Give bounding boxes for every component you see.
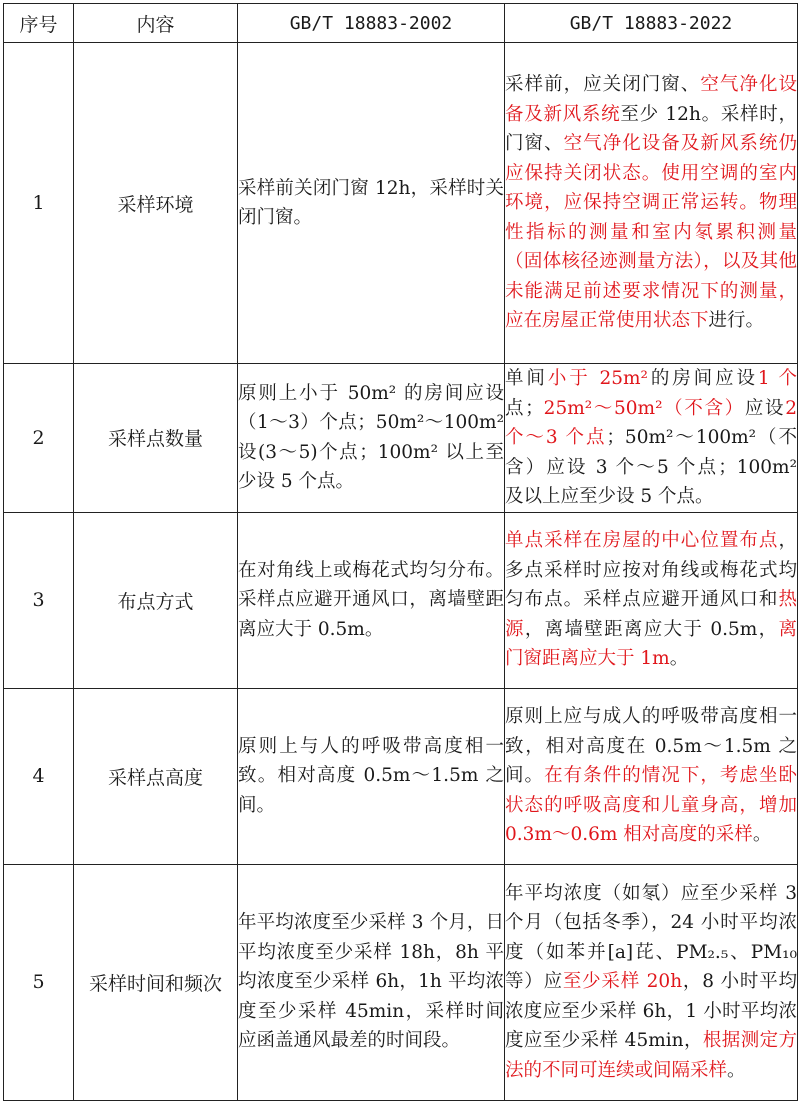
new-standard-text: [505, 512, 798, 688]
unchanged-text: ，8 小时平均浓度应至少采样 6h，1 小时平均浓度应至少采样 45min，: [505, 971, 797, 1052]
header-old-standard: GB/T 18883-2002: [238, 4, 505, 43]
new-standard-text: [505, 43, 798, 364]
highlighted-change-text: 离门窗距离应大于 1m: [505, 618, 797, 670]
highlighted-change-text: 空气净化设备及新风系统仍应保持关闭状态。使用空调的室内环境，应保持空调正常运转。物理性指标的测量和室内氡累积测量（固体核径迹测量方法），以及其他未能满足前述要求情况下的测量，应在房屋正常使用状态下: [505, 133, 797, 332]
header-row: [4, 4, 798, 43]
unchanged-text: 。: [752, 824, 772, 846]
new-standard-text: [505, 364, 798, 513]
table-row: [4, 43, 798, 364]
highlighted-change-text: 在有条件的情况下，考虑坐卧状态的呼吸高度和儿童身高，增加 0.3m～0.6m 相对高度的采样: [505, 765, 797, 846]
unchanged-text: 。: [669, 648, 689, 670]
highlighted-change-text: 空气净化设备及新风系统: [505, 74, 797, 125]
unchanged-text: 。: [727, 1059, 746, 1081]
table-row: [4, 864, 798, 1100]
highlighted-change-text: 至少采样 20h: [562, 971, 683, 993]
unchanged-text: 进行。: [708, 310, 765, 332]
unchanged-text: ，多点采样时应按对角线或梅花式均匀布点。采样点应避开通风口和: [505, 530, 797, 611]
old-standard-text: 在对角线上或梅花式均匀分布。采样点应避开通风口，离墙壁距离应大于 0.5m。: [238, 512, 505, 688]
row-topic: 布点方式: [74, 512, 238, 688]
unchanged-text: 点；: [505, 397, 544, 419]
unchanged-text: 的房间应设: [647, 368, 758, 389]
unchanged-text: 原则上应与成人的呼吸带高度相一致，相对高度在 0.5m～1.5m 之间。: [505, 706, 797, 787]
highlighted-change-text: 1 个: [757, 368, 797, 389]
highlighted-change-text: 小于 25m²: [547, 368, 648, 389]
unchanged-text: ；50m²～100m²（不含）应设 3 个～5 个点；100m² 及以上应至少设 5 个点。: [505, 427, 797, 507]
header-new-standard: GB/T 18883-2022: [505, 4, 798, 43]
row-topic: 采样时间和频次: [74, 864, 238, 1100]
header-index: 序号: [4, 4, 74, 43]
unchanged-text: ，离墙壁距离应大于 0.5m，: [524, 618, 779, 640]
unchanged-text: 应设: [744, 397, 786, 419]
highlighted-change-text: 根据测定方法的不同可连续或间隔采样: [505, 1030, 797, 1081]
unchanged-text: 采样前，应关闭门窗、: [505, 74, 701, 96]
row-number: 3: [4, 512, 74, 688]
old-standard-text: 年平均浓度至少采样 3 个月，日平均浓度至少采样 18h，8h 平均浓度至少采样 6h，1h 平均浓度至少采样 45min，采样时间应函盖通风最差的时间段。: [238, 864, 505, 1100]
unchanged-text: 年平均浓度（如氡）应至少采样 3 个月（包括冬季），24 小时平均浓度（如苯并[a]芘、PM₂.₅、PM₁₀ 等）应: [505, 882, 797, 993]
row-topic: 采样点高度: [74, 688, 238, 864]
highlighted-change-text: 25m²～50m²（不含）: [543, 397, 745, 419]
row-number: 1: [4, 43, 74, 364]
header-content: 内容: [74, 4, 238, 43]
unchanged-text: 单间: [505, 368, 548, 389]
highlighted-change-text: 2 个～3 个点: [505, 397, 797, 448]
unchanged-text: 至少 12h。采样时，门窗、: [505, 103, 797, 155]
new-standard-text: [505, 688, 798, 864]
table-row: [4, 688, 798, 864]
row-number: 5: [4, 864, 74, 1100]
row-number: 4: [4, 688, 74, 864]
row-number: 2: [4, 364, 74, 513]
old-standard-text: 原则上小于 50m² 的房间应设（1～3）个点；50m²～100m² 设(3～5)个点；100m² 以上至少设 5 个点。: [238, 364, 505, 513]
old-standard-text: 原则上与人的呼吸带高度相一致。相对高度 0.5m～1.5m 之间。: [238, 688, 505, 864]
highlighted-change-text: 热源: [505, 589, 797, 640]
table-row: [4, 512, 798, 688]
old-standard-text: 采样前关闭门窗 12h，采样时关闭门窗。: [238, 43, 505, 364]
row-topic: 采样环境: [74, 43, 238, 364]
row-topic: 采样点数量: [74, 364, 238, 513]
highlighted-change-text: 单点采样在房屋的中心位置布点: [505, 530, 779, 552]
new-standard-text: [505, 864, 798, 1100]
table-row: [4, 364, 798, 513]
standards-comparison-table: [3, 3, 798, 1101]
